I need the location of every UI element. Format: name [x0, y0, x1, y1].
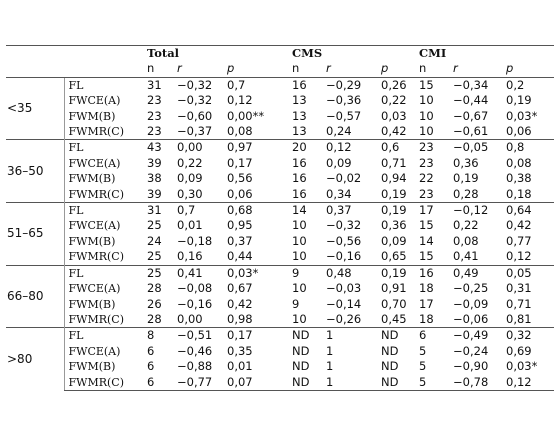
value-cell: 0,31	[506, 281, 532, 296]
table-body	[6, 46, 554, 391]
value-cell: 1	[322, 375, 377, 391]
measure-label: FWMR(C)	[64, 312, 143, 328]
header-row-sub	[6, 61, 554, 77]
value-cell: 38	[147, 171, 162, 186]
value-cell: 8	[143, 328, 173, 344]
value-cell: 39	[147, 186, 162, 201]
value-cell: 25	[143, 265, 173, 281]
value-cell: 15	[419, 218, 434, 233]
table-row	[6, 234, 554, 249]
value-cell: 0,42	[227, 296, 253, 311]
value-cell: 0,42	[381, 124, 407, 139]
value-cell: 23	[147, 124, 162, 139]
measure-label: FWMR(C)	[64, 249, 143, 265]
value-cell: 25	[147, 249, 162, 264]
value-cell: 0,37	[322, 203, 377, 219]
value-cell: 0,17	[227, 155, 253, 170]
value-cell: 14	[419, 233, 434, 248]
value-cell: 0,12	[227, 93, 253, 108]
measure-label: FWCE(A)	[64, 218, 143, 233]
value-cell: 0,12	[322, 140, 377, 156]
value-cell: −0,56	[326, 233, 362, 248]
age-group-label: 36–50	[6, 140, 64, 203]
value-cell: 10	[419, 124, 434, 139]
value-cell: 10	[292, 249, 307, 264]
value-cell: 25	[147, 218, 162, 233]
group-header-total: Total	[143, 46, 288, 62]
value-cell: 26	[147, 296, 162, 311]
value-cell: −0,25	[453, 281, 489, 296]
value-cell: 0,19	[381, 186, 407, 201]
sub-header-n: n	[288, 61, 322, 77]
value-cell: −0,26	[326, 311, 362, 326]
group-header-cmi: CMI	[415, 46, 554, 62]
value-cell: ND	[288, 328, 322, 344]
measure-label: FWM(B)	[64, 297, 143, 312]
table-row	[6, 344, 554, 359]
value-cell: 18	[419, 311, 434, 326]
value-cell: −0,77	[173, 375, 223, 391]
value-cell: −0,32	[326, 218, 362, 233]
value-cell: 0,67	[227, 281, 253, 296]
value-cell: −0,88	[177, 359, 213, 374]
measure-label: FL	[64, 140, 143, 156]
value-cell: −0,61	[453, 124, 489, 139]
value-cell: 0,26	[381, 77, 407, 92]
table-row	[6, 249, 554, 265]
value-cell: 0,8	[502, 140, 554, 156]
value-cell: 0,41	[173, 265, 223, 281]
value-cell: 0,22	[177, 155, 203, 170]
value-cell: 0,30	[177, 186, 203, 201]
value-cell: 0,37	[227, 233, 253, 248]
measure-label: FL	[64, 77, 143, 93]
value-cell: 10	[292, 281, 307, 296]
value-cell: −0,12	[449, 203, 502, 219]
value-cell: −0,16	[326, 249, 362, 264]
value-cell: 16	[292, 77, 307, 92]
value-cell: 28	[147, 311, 162, 326]
table-row	[6, 375, 554, 391]
value-cell: 16	[292, 171, 307, 186]
value-cell: 0,32	[502, 328, 554, 344]
value-cell: −0,05	[449, 140, 502, 156]
value-cell: 28	[147, 281, 162, 296]
value-cell: 23	[419, 186, 434, 201]
value-cell: 20	[288, 140, 322, 156]
value-cell: −0,16	[177, 296, 213, 311]
value-cell: 0,71	[381, 155, 407, 170]
measure-label: FWM(B)	[64, 359, 143, 374]
value-cell: 0,6	[377, 140, 415, 156]
value-cell: −0,08	[177, 281, 213, 296]
value-cell: 0,22	[453, 218, 479, 233]
value-cell: 0,69	[506, 343, 532, 358]
value-cell: −0,09	[453, 296, 489, 311]
value-cell: 0,7	[227, 77, 246, 92]
value-cell: ND	[377, 375, 415, 391]
measure-label: FWCE(A)	[64, 344, 143, 359]
value-cell: 9	[292, 296, 300, 311]
correlation-table	[6, 45, 554, 391]
value-cell: 0,08	[453, 233, 479, 248]
age-group-label: 66–80	[6, 265, 64, 328]
value-cell: 0,45	[381, 311, 407, 326]
measure-label: FL	[64, 265, 143, 281]
value-cell: 16	[415, 265, 449, 281]
table-row	[6, 156, 554, 171]
measure-label: FWMR(C)	[64, 124, 143, 140]
value-cell: 0,70	[381, 296, 407, 311]
value-cell: 10	[419, 93, 434, 108]
sub-header-r: r	[322, 61, 377, 77]
value-cell: 0,01	[177, 218, 203, 233]
value-cell: 0,05	[502, 265, 554, 281]
sub-header-r: r	[173, 61, 223, 77]
value-cell: 5	[419, 359, 427, 374]
value-cell: −0,06	[453, 311, 489, 326]
table-row	[6, 77, 554, 93]
value-cell: 23	[419, 155, 434, 170]
value-cell: 1	[326, 343, 334, 358]
table-row	[6, 171, 554, 186]
value-cell: 15	[419, 249, 434, 264]
value-cell: 0,07	[223, 375, 288, 391]
value-cell: 22	[419, 171, 434, 186]
value-cell: 0,48	[322, 265, 377, 281]
value-cell: 0,06	[506, 124, 532, 139]
value-cell: 0,36	[453, 155, 479, 170]
value-cell: 0,41	[453, 249, 479, 264]
sub-header-p: p	[502, 61, 554, 77]
table-row	[6, 312, 554, 328]
value-cell: 0,09	[177, 171, 203, 186]
value-cell: −0,46	[177, 343, 213, 358]
measure-label: FWM(B)	[64, 234, 143, 249]
value-cell: 1	[322, 328, 377, 344]
table-row	[6, 109, 554, 124]
value-cell: 0,12	[506, 249, 532, 264]
value-cell: 24	[147, 233, 162, 248]
value-cell: −0,90	[453, 359, 489, 374]
value-cell: 31	[143, 203, 173, 219]
value-cell: 0,19	[506, 93, 532, 108]
value-cell: 0,71	[506, 296, 532, 311]
value-cell: −0,67	[453, 108, 489, 123]
measure-label: FL	[64, 328, 143, 344]
value-cell: 0,95	[227, 218, 253, 233]
value-cell: 13	[292, 124, 307, 139]
value-cell: −0,32	[177, 77, 213, 92]
value-cell: 0,2	[506, 77, 525, 92]
value-cell: 0,64	[502, 203, 554, 219]
table-row	[6, 359, 554, 374]
value-cell: 0,03*	[506, 359, 538, 374]
table-row	[6, 187, 554, 203]
value-cell: ND	[288, 375, 322, 391]
sub-header-r: r	[449, 61, 502, 77]
age-group-label: 51–65	[6, 203, 64, 266]
value-cell: 0,36	[381, 218, 407, 233]
age-group-label: <35	[7, 100, 33, 115]
measure-label: FWMR(C)	[64, 375, 143, 391]
value-cell: 0,65	[381, 249, 407, 264]
value-cell: 0,34	[326, 186, 352, 201]
value-cell: 0,49	[449, 265, 502, 281]
value-cell: ND	[292, 359, 310, 374]
value-cell: 5	[419, 343, 427, 358]
value-cell: 0,09	[381, 233, 407, 248]
value-cell: 0,03*	[223, 265, 288, 281]
value-cell: 0,97	[223, 140, 288, 156]
value-cell: 0,38	[506, 171, 532, 186]
value-cell: 13	[292, 93, 307, 108]
value-cell: 16	[292, 155, 307, 170]
value-cell: 0,17	[223, 328, 288, 344]
value-cell: 10	[292, 311, 307, 326]
value-cell: 0,56	[227, 171, 253, 186]
value-cell: 18	[419, 281, 434, 296]
value-cell: −0,49	[449, 328, 502, 344]
value-cell: 0,98	[227, 311, 253, 326]
value-cell: 39	[147, 155, 162, 170]
value-cell: −0,02	[326, 171, 362, 186]
value-cell: −0,37	[177, 124, 213, 139]
value-cell: 0,22	[381, 93, 407, 108]
value-cell: −0,32	[177, 93, 213, 108]
sub-header-p: p	[377, 61, 415, 77]
value-cell: 15	[419, 77, 434, 92]
table-row	[6, 124, 554, 140]
table-row	[6, 93, 554, 108]
value-cell: 0,91	[381, 281, 407, 296]
value-cell: 16	[292, 186, 307, 201]
value-cell: ND	[292, 343, 310, 358]
value-cell: 0,16	[177, 249, 203, 264]
measure-label: FWM(B)	[64, 171, 143, 186]
value-cell: 10	[292, 233, 307, 248]
table-row	[6, 203, 554, 219]
sub-header-n: n	[143, 61, 173, 77]
value-cell: −0,03	[326, 281, 362, 296]
value-cell: ND	[377, 328, 415, 344]
value-cell: ND	[381, 359, 399, 374]
value-cell: 0,08	[227, 124, 253, 139]
value-cell: 0,94	[381, 171, 407, 186]
value-cell: 0,09	[326, 155, 352, 170]
value-cell: 0,00	[173, 140, 223, 156]
sub-header-n: n	[415, 61, 449, 77]
value-cell: 17	[419, 296, 434, 311]
value-cell: 0,03	[381, 108, 407, 123]
value-cell: 10	[419, 108, 434, 123]
value-cell: −0,24	[453, 343, 489, 358]
value-cell: −0,36	[326, 93, 362, 108]
table-row	[6, 281, 554, 296]
value-cell: −0,51	[173, 328, 223, 344]
value-cell: 0,7	[173, 203, 223, 219]
value-cell: ND	[381, 343, 399, 358]
value-cell: 31	[147, 77, 162, 92]
value-cell: 0,12	[502, 375, 554, 391]
value-cell: 1	[326, 359, 334, 374]
value-cell: 0,42	[506, 218, 532, 233]
measure-label: FL	[64, 203, 143, 219]
sub-header-p: p	[223, 61, 288, 77]
measure-label: FWCE(A)	[64, 281, 143, 296]
value-cell: 0,35	[227, 343, 253, 358]
value-cell: 6	[143, 375, 173, 391]
value-cell: 0,06	[227, 186, 253, 201]
value-cell: −0,78	[449, 375, 502, 391]
measure-label: FWM(B)	[64, 109, 143, 124]
value-cell: 5	[415, 375, 449, 391]
table-row	[6, 297, 554, 312]
value-cell: 0,19	[377, 265, 415, 281]
value-cell: 0,00**	[227, 108, 265, 123]
measure-label: FWCE(A)	[64, 93, 143, 108]
value-cell: 23	[415, 140, 449, 156]
value-cell: 0,03*	[506, 108, 538, 123]
group-header-cms: CMS	[288, 46, 415, 62]
value-cell: −0,60	[177, 108, 213, 123]
header-row-groups	[6, 46, 554, 62]
value-cell: 0,68	[223, 203, 288, 219]
value-cell: 23	[147, 108, 162, 123]
age-group-label: >80	[6, 328, 64, 391]
value-cell: 0,77	[506, 233, 532, 248]
value-cell: 9	[288, 265, 322, 281]
table-row	[6, 140, 554, 156]
value-cell: −0,57	[326, 108, 362, 123]
value-cell: 43	[143, 140, 173, 156]
value-cell: 6	[147, 359, 155, 374]
value-cell: 0,01	[227, 359, 253, 374]
value-cell: 0,19	[377, 203, 415, 219]
value-cell: 6	[147, 343, 155, 358]
value-cell: 23	[147, 93, 162, 108]
value-cell: −0,34	[453, 77, 489, 92]
value-cell: 0,28	[453, 186, 479, 201]
value-cell: 0,08	[506, 155, 532, 170]
table-row	[6, 328, 554, 344]
value-cell: 13	[292, 108, 307, 123]
value-cell: 6	[415, 328, 449, 344]
value-cell: 0,44	[227, 249, 253, 264]
value-cell: 0,81	[506, 311, 532, 326]
value-cell: 0,00	[177, 311, 203, 326]
value-cell: 0,18	[506, 186, 532, 201]
value-cell: 0,24	[326, 124, 352, 139]
value-cell: −0,14	[326, 296, 362, 311]
value-cell: −0,18	[177, 233, 213, 248]
measure-label: FWMR(C)	[64, 187, 143, 203]
table-row	[6, 218, 554, 233]
value-cell: 14	[288, 203, 322, 219]
value-cell: 10	[292, 218, 307, 233]
value-cell: 17	[415, 203, 449, 219]
value-cell: −0,44	[453, 93, 489, 108]
measure-label: FWCE(A)	[64, 156, 143, 171]
value-cell: 0,19	[453, 171, 479, 186]
value-cell: −0,29	[326, 77, 362, 92]
table-row	[6, 265, 554, 281]
